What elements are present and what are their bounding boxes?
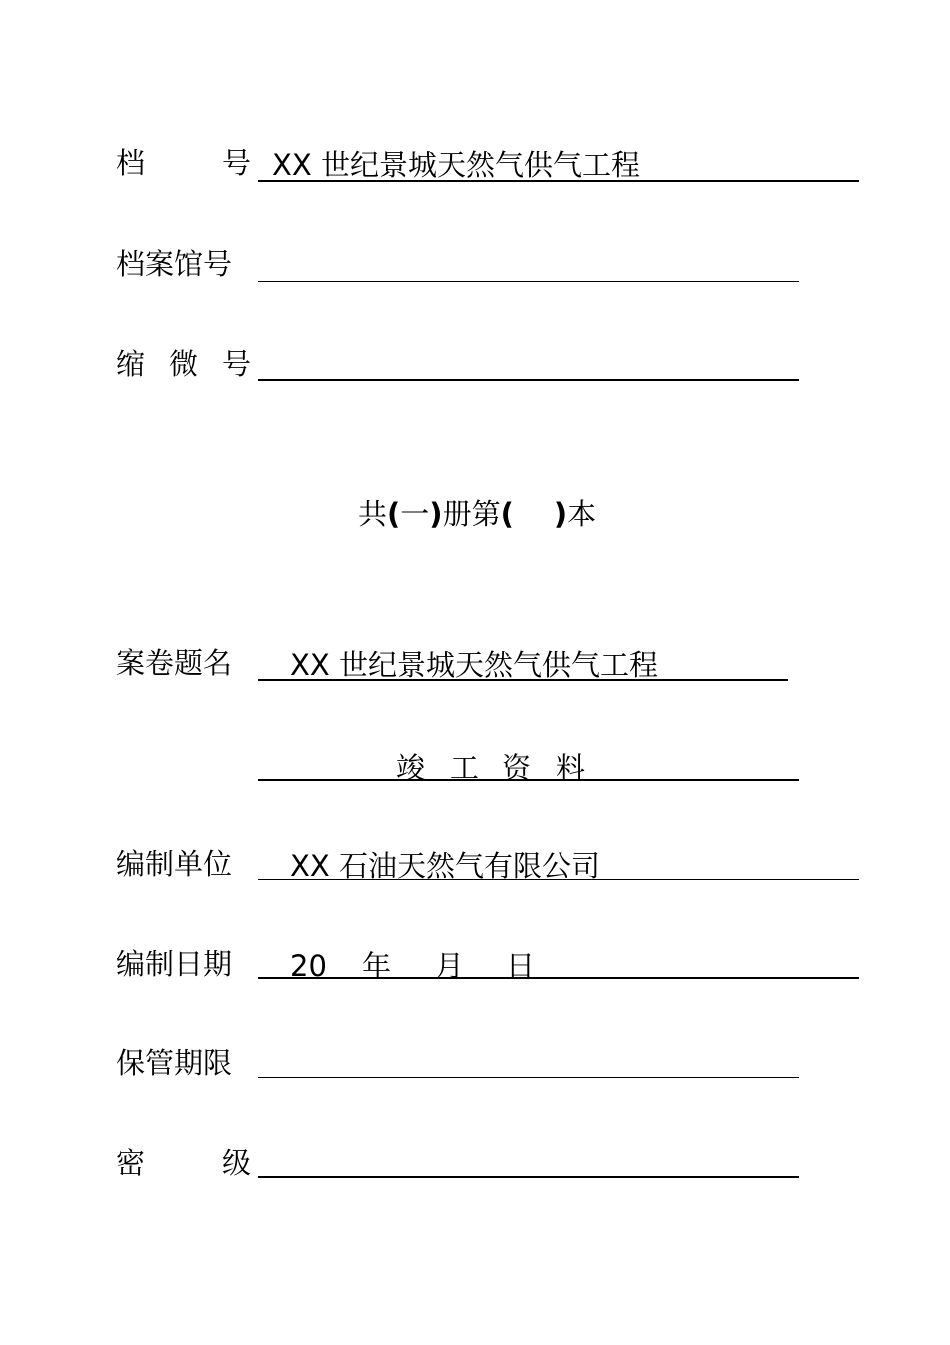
- field-label: 档案馆号: [116, 247, 233, 281]
- field-label: 保管期限: [116, 1046, 233, 1080]
- date-year-prefix: 20: [290, 949, 327, 983]
- volume-count: [358, 496, 658, 536]
- field-value[interactable]: XX 世纪景城天然气供气工程: [290, 648, 658, 682]
- label-char: 号: [222, 146, 252, 180]
- date-year: 年: [362, 949, 392, 983]
- volume-close-paren: ): [553, 497, 568, 531]
- underline: [258, 679, 788, 681]
- field-value[interactable]: XX 世纪景城天然气供气工程: [272, 148, 640, 182]
- value-char: 资: [502, 751, 532, 785]
- field-bian-zhi-dan-wei: [0, 846, 950, 896]
- value-char: 工: [450, 751, 480, 785]
- label-char: 微: [169, 347, 199, 381]
- field-bao-guan-qi-xian: [0, 1045, 950, 1095]
- volume-total[interactable]: 一: [400, 497, 430, 531]
- field-dang-an-guan-hao: [0, 246, 950, 296]
- underline: [258, 879, 859, 880]
- field-value[interactable]: XX 石油天然气有限公司: [290, 849, 600, 883]
- label-char: 档: [116, 146, 146, 180]
- value-char: 竣: [396, 751, 426, 785]
- underline: [258, 779, 799, 781]
- field-label: 编制日期: [116, 947, 233, 981]
- field-mi-ji: [0, 1145, 950, 1195]
- volume-close-paren: ): [429, 497, 443, 531]
- underline: [258, 379, 799, 381]
- volume-middle: 册第: [442, 497, 501, 531]
- label-char: 级: [222, 1146, 252, 1180]
- label-char: 密: [116, 1146, 146, 1180]
- underline: [258, 1176, 799, 1178]
- label-char: 缩: [116, 347, 146, 381]
- volume-prefix: 共: [358, 497, 388, 531]
- underline: [258, 180, 859, 182]
- field-label: 编制单位: [116, 847, 233, 881]
- volume-open-paren: (: [387, 497, 401, 531]
- field-an-juan-ti-ming-line2: [0, 748, 950, 798]
- field-an-juan-ti-ming: [0, 645, 950, 695]
- underline: [258, 1077, 799, 1078]
- field-suo-wei-hao: [0, 346, 950, 396]
- underline: [258, 281, 799, 282]
- underline: [258, 977, 859, 979]
- date-day: 日: [506, 949, 536, 983]
- volume-open-paren: (: [500, 497, 514, 531]
- field-label: 案卷题名: [116, 646, 233, 680]
- value-char: 料: [556, 751, 586, 785]
- volume-suffix: 本: [567, 497, 597, 531]
- label-char: 号: [222, 347, 252, 381]
- field-dang-hao: [0, 145, 950, 195]
- field-bian-zhi-ri-qi: [0, 946, 950, 996]
- date-month: 月: [435, 949, 465, 983]
